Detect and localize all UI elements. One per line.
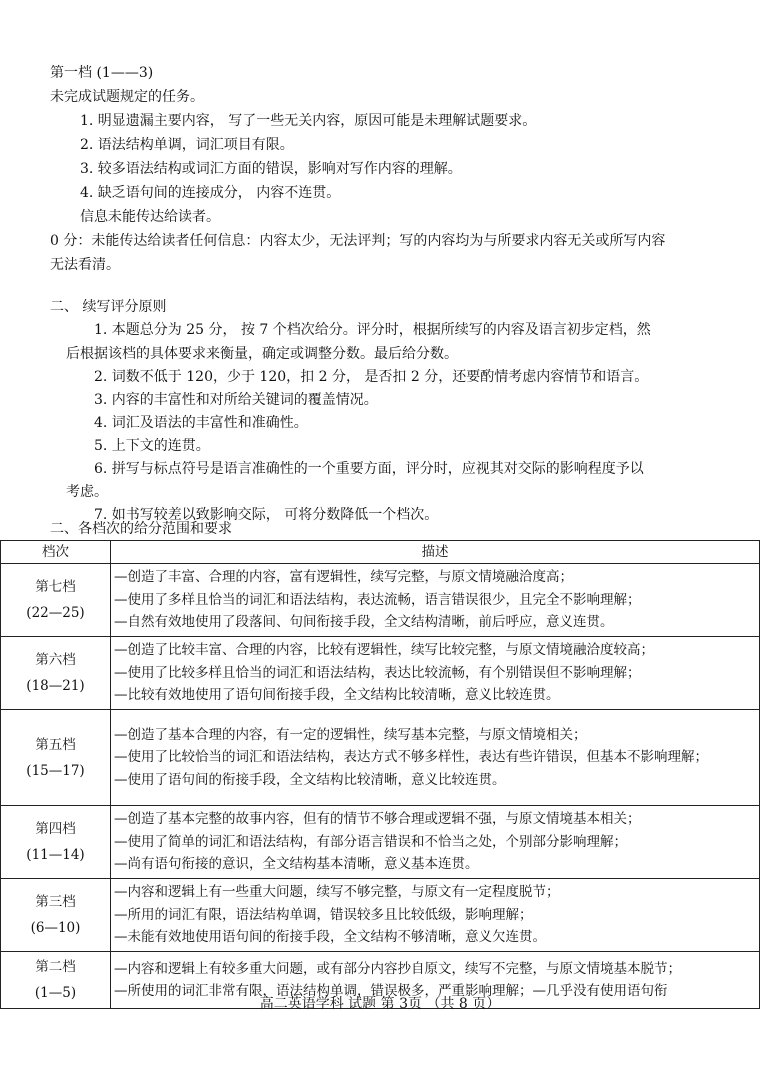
zero-score-text: 0 分：未能传达给读者任何信息：内容太少，无法评判；写的内容均为与所要求内容无关或所写内容: [50, 233, 666, 249]
level1-item: 2. 语法结构单调，词汇项目有限。: [80, 137, 294, 153]
level-range: (11—14): [26, 847, 85, 863]
description-line: —使用了多样且恰当的词汇和语法结构，表达流畅，语言错误很少，且完全不影响理解；: [114, 591, 641, 608]
principle-item: 4. 词汇及语法的丰富性和准确性。: [94, 415, 308, 431]
level-name: 第二档: [35, 959, 76, 975]
principle-item: 7. 如书写较差以致影响交际， 可将分数降低一个档次。: [94, 507, 439, 523]
description-line: —创造了比较丰富、合理的内容，比较有逻辑性，续写比较完整，与原文情境融洽度较高；: [114, 642, 654, 659]
principle-item: 2. 词数不低于 120，少于 120，扣 2 分， 是否扣 2 分，还要酌情考虑内容情节和语言。: [94, 369, 649, 385]
description-line: —内容和逻辑上有一些重大问题，续写不够完整，与原文有一定程度脱节；: [114, 884, 560, 901]
description-line: —使用了比较多样且恰当的词汇和语法结构，表达比较流畅，有个别错误但不影响理解；: [114, 664, 641, 681]
description-line: —创造了基本完整的故事内容，但有的情节不够合理或逻辑不强，与原文情境基本相关；: [114, 811, 641, 828]
zero-score-text-cont: 无法看清。: [50, 257, 120, 273]
description-line: —自然有效地使用了段落间、句间衔接手段，全文结构清晰，前后呼应，意义连贯。: [114, 614, 614, 631]
level1-heading: 第一档 (1——3): [50, 65, 154, 81]
principle-item: 3. 内容的丰富性和对所给关键词的覆盖情况。: [94, 392, 378, 408]
level-range: (6—10): [30, 920, 81, 936]
description-cell: [111, 637, 760, 710]
level-range: (18—21): [26, 678, 85, 694]
table-heading: 二、各档次的给分范围和要求: [50, 521, 232, 537]
level-cell: [1, 710, 111, 806]
page-footer: 高二英语学科 试题 第 3页 （共 8 页）: [259, 996, 501, 1012]
column-header-description: 描述: [111, 541, 760, 564]
level-name: 第六档: [35, 652, 76, 668]
level-range: (22—25): [26, 605, 85, 621]
description-line: —使用了简单的词汇和语法结构，有部分语言错误和不恰当之处，个别部分影响理解；: [114, 833, 627, 850]
description-cell: [111, 710, 760, 806]
level-cell: [1, 879, 111, 952]
level-range: (15—17): [26, 762, 85, 779]
principle-item: 5. 上下文的连贯。: [94, 438, 210, 454]
level-cell: [1, 564, 111, 637]
description-cell: [111, 564, 760, 637]
description-line: —创造了基本合理的内容，有一定的逻辑性，续写基本完整，与原文情境相关；: [114, 726, 587, 743]
description-line: —未能有效地使用语句间的衔接手段，全文结构不够清晰，意义欠连贯。: [114, 929, 546, 946]
table-row: [1, 806, 760, 879]
level1-item: 3. 较多语法结构或词汇方面的错误，影响对写作内容的理解。: [80, 161, 462, 177]
level-name: 第五档: [35, 736, 76, 753]
level-name: 第三档: [35, 894, 76, 910]
level-cell: [1, 806, 111, 879]
principle-item-cont: 考虑。: [66, 484, 108, 500]
table-row: [1, 879, 760, 952]
description-cell: [111, 879, 760, 952]
description-line: —所使用的词汇非常有限，语法结构单调，错误极多，严重影响理解；—几乎没有使用语句衔: [114, 983, 668, 999]
description-line: —内容和逻辑上有较多重大问题，或有部分内容抄自原文，续写不完整，与原文情境基本脱节；: [114, 960, 681, 977]
principle-item: 1. 本题总分为 25 分， 按 7 个档次给分。评分时，根据所续写的内容及语言初步定档，然: [94, 322, 651, 338]
table-row: [1, 564, 760, 637]
principle-item: 6. 拼写与标点符号是语言准确性的一个重要方面，评分时，应视其对交际的影响程度予以: [94, 461, 644, 477]
description-line: —比较有效地使用了语句间衔接手段，全文结构比较清晰，意义比较连贯。: [114, 687, 560, 704]
level-name: 第七档: [35, 579, 76, 595]
description-line: —所用的词汇有限，语法结构单调，错误较多且比较低级，影响理解；: [114, 906, 533, 923]
description-line: —使用了语句间的衔接手段，全文结构比较清晰，意义比较连贯。: [114, 771, 506, 788]
principle-item-cont: 后根据该档的具体要求来衡量，确定或调整分数。最后给分数。: [66, 346, 458, 362]
level1-item: 4. 缺乏语句间的连接成分， 内容不连贯。: [80, 185, 341, 201]
level1-summary: 未完成试题规定的任务。: [50, 89, 204, 105]
description-line: —使用了比较恰当的词汇和语法结构，表达方式不够多样性，表达有些许错误，但基本不影响理解；: [114, 749, 708, 766]
description-cell: [111, 806, 760, 879]
level-range: (1—5): [34, 985, 77, 1001]
table-header-row: [1, 541, 760, 564]
level-cell: [1, 637, 111, 710]
table-row: [1, 710, 760, 806]
table-row: [1, 637, 760, 710]
level1-item: 信息未能传达给读者。: [80, 209, 220, 225]
column-header-level: 档次: [1, 541, 111, 564]
grading-table: [0, 540, 760, 1009]
level-name: 第四档: [35, 821, 76, 837]
description-line: —尚有语句衔接的意识，全文结构基本清晰，意义基本连贯。: [114, 856, 479, 873]
description-line: —创造了丰富、合理的内容，富有逻辑性，续写完整，与原文情境融洽度高；: [114, 569, 573, 586]
principles-heading: 二、 续写评分原则: [50, 299, 167, 315]
level1-item: 1. 明显遗漏主要内容， 写了一些无关内容，原因可能是未理解试题要求。: [80, 113, 537, 129]
